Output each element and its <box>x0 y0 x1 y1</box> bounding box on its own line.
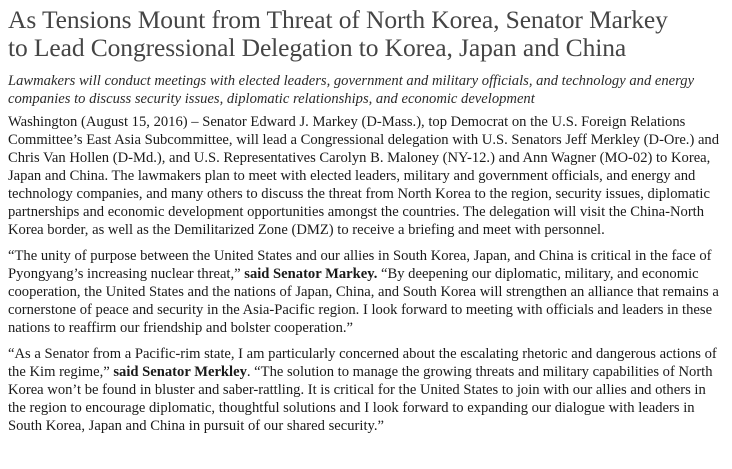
merkley-quote-text-2: . “The solution to manage the growing threats and military capabilities of North Korea won’t be found in bluster and saber-rattling. It is critical for the United States to join with our allies and others in the region to encourage diplomatic, thoughtful solutions and I look forward to expanding our dialogue with leaders in South Korea, Japan and China in pursuit of our shared security.” <box>8 364 713 434</box>
paragraph-merkley-quote <box>8 345 722 435</box>
merkley-attribution: said Senator Merkley <box>113 364 247 380</box>
paragraph-announcement: Washington (August 15, 2016) – Senator Edward J. Markey (D-Mass.), top Democrat on the U.S. Foreign Relations Committee’s East Asia Subcommittee, will lead a Congressional delegation with U.S. Senators Jeff Merkley (D-Ore.) and Chris Van Hollen (D-Md.), and U.S. Representatives Carolyn B. Maloney (NY-12.) and Ann Wagner (MO-02) to Korea, Japan and China. The lawmakers plan to meet with elected leaders, military and government officials, and energy and technology companies, and many others to discuss the threat from North Korea to the region, security issues, diplomatic partnerships and economic development opportunities amongst the countries. The delegation will visit the China-North Korea border, as well as the Demilitarized Zone (DMZ) to receive a briefing and meet with personnel. <box>8 114 720 238</box>
subheadline: Lawmakers will conduct meetings with elected leaders, government and military officials, and technology and energy companies to discuss security issues, diplomatic relationships, and economic development <box>8 73 695 107</box>
headline <box>8 6 722 62</box>
merkley-quote-text-1: “As a Senator from a Pacific-rim state, I am particularly concerned about the escalating rhetoric and dangerous actions of the Kim regime,” <box>8 346 717 380</box>
headline-line-2: to Lead Congressional Delegation to Korea, Japan and China <box>8 33 627 62</box>
markey-quote-text-1: “The unity of purpose between the United States and our allies in South Korea, Japan, and China is critical in the face of Pyongyang’s increasing nuclear threat,” <box>8 248 712 282</box>
markey-attribution: said Senator Markey. <box>244 266 378 282</box>
headline-line-1: As Tensions Mount from Threat of North Korea, Senator Markey <box>8 5 668 34</box>
paragraph-markey-quote <box>8 247 722 337</box>
markey-quote-text-2: “By deepening our diplomatic, military, and economic cooperation, the United States and the nations of Japan, China, and South Korea will strengthen an alliance that remains a cornerstone of peace and security in the Asia-Pacific region. I look forward to meeting with officials and leaders in these nations to reaffirm our friendship and bolster cooperation.” <box>8 266 719 336</box>
